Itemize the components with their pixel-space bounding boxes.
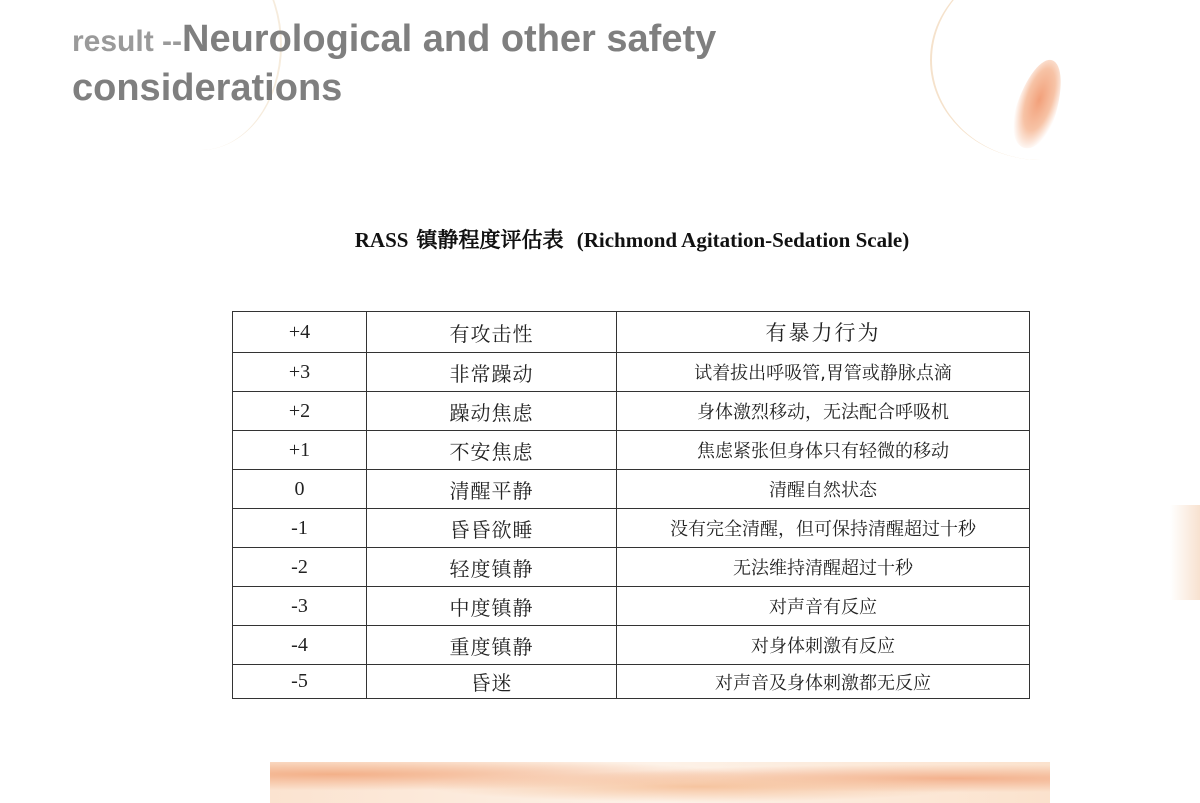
- scale-heading-abbr: RASS: [354, 228, 409, 252]
- description-cell: 试着拔出呼吸管,胃管或静脉点滴: [617, 353, 1030, 392]
- slide-title-main: Neurological and other safety considerations: [72, 18, 717, 109]
- table-row: [233, 509, 1030, 548]
- table-row: [233, 431, 1030, 470]
- scale-heading: [232, 224, 1032, 254]
- score-cell: +3: [233, 353, 367, 392]
- decorative-arc-top: [930, 0, 1152, 160]
- table-row: [233, 470, 1030, 509]
- description-cell: 有暴力行为: [617, 312, 1030, 353]
- description-cell: 没有完全清醒，但可保持清醒超过十秒: [617, 509, 1030, 548]
- score-cell: -4: [233, 626, 367, 665]
- table-row: [233, 626, 1030, 665]
- scale-heading-cn: 镇静程度评估表: [416, 228, 564, 252]
- decorative-leaf: [1005, 54, 1071, 154]
- score-cell: -5: [233, 665, 367, 699]
- score-cell: +1: [233, 431, 367, 470]
- table-row: [233, 392, 1030, 431]
- term-cell: 中度镇静: [367, 587, 617, 626]
- description-cell: 对声音及身体刺激都无反应: [617, 665, 1030, 699]
- description-cell: 对身体刺激有反应: [617, 626, 1030, 665]
- scale-heading-en: (Richmond Agitation-Sedation Scale): [576, 228, 910, 252]
- term-cell: 重度镇静: [367, 626, 617, 665]
- decorative-glow-right: [1170, 505, 1200, 600]
- table-row: [233, 587, 1030, 626]
- description-cell: 无法维持清醒超过十秒: [617, 548, 1030, 587]
- table-row: [233, 665, 1030, 699]
- table-row: [233, 548, 1030, 587]
- rass-table-body: [233, 312, 1030, 699]
- score-cell: -2: [233, 548, 367, 587]
- score-cell: +4: [233, 312, 367, 353]
- table-row: [233, 353, 1030, 392]
- score-cell: 0: [233, 470, 367, 509]
- term-cell: 昏迷: [367, 665, 617, 699]
- term-cell: 清醒平静: [367, 470, 617, 509]
- decorative-floral-band: [270, 762, 1050, 803]
- rass-table: [232, 311, 1030, 699]
- description-cell: 焦虑紧张但身体只有轻微的移动: [617, 431, 1030, 470]
- term-cell: 躁动焦虑: [367, 392, 617, 431]
- term-cell: 轻度镇静: [367, 548, 617, 587]
- score-cell: -3: [233, 587, 367, 626]
- score-cell: +2: [233, 392, 367, 431]
- term-cell: 不安焦虑: [367, 431, 617, 470]
- score-cell: -1: [233, 509, 367, 548]
- slide-title-prefix: result --: [72, 25, 183, 58]
- table-row: [233, 312, 1030, 353]
- slide-title: [72, 16, 832, 112]
- description-cell: 对声音有反应: [617, 587, 1030, 626]
- description-cell: 身体激烈移动，无法配合呼吸机: [617, 392, 1030, 431]
- term-cell: 昏昏欲睡: [367, 509, 617, 548]
- term-cell: 非常躁动: [367, 353, 617, 392]
- description-cell: 清醒自然状态: [617, 470, 1030, 509]
- term-cell: 有攻击性: [367, 312, 617, 353]
